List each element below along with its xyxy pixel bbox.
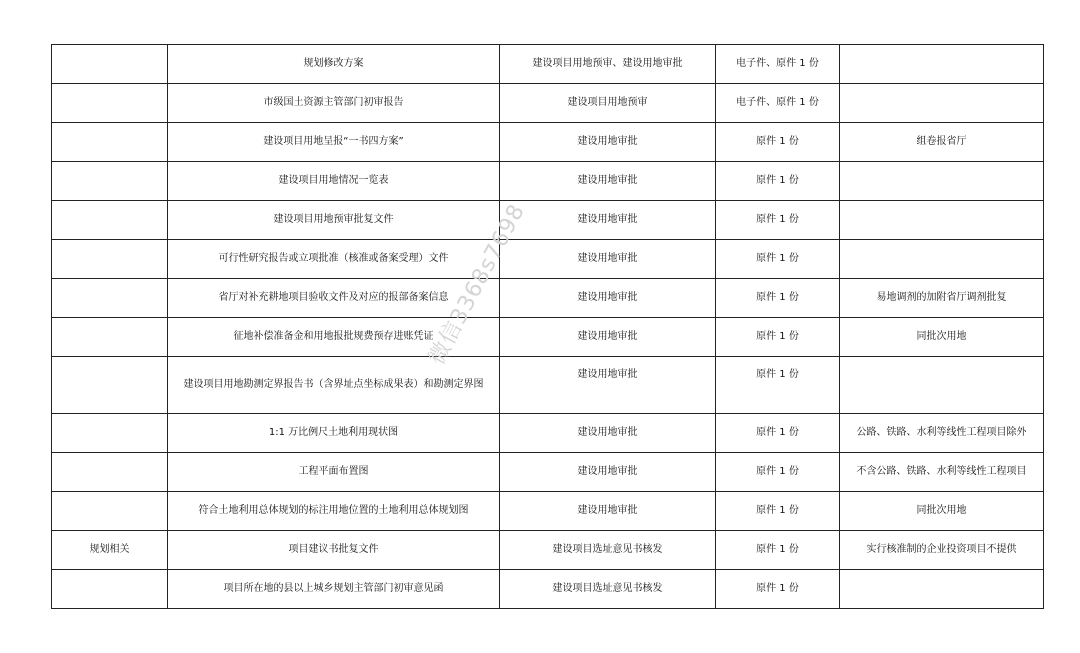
form-cell: 原件 1 份 — [716, 357, 840, 414]
category-cell — [52, 279, 168, 318]
material-cell: 市级国土资源主管部门初审报告 — [168, 84, 500, 123]
stage-cell: 建设用地审批 — [500, 201, 716, 240]
category-cell: 规划相关 — [52, 531, 168, 570]
stage-cell: 建设用地审批 — [500, 240, 716, 279]
note-cell — [840, 84, 1044, 123]
note-cell — [840, 357, 1044, 414]
material-cell: 可行性研究报告或立项批准（核准或备案受理）文件 — [168, 240, 500, 279]
form-cell: 原件 1 份 — [716, 201, 840, 240]
table-row — [52, 123, 1044, 162]
stage-cell: 建设项目用地预审、建设用地审批 — [500, 45, 716, 84]
table-row — [52, 240, 1044, 279]
material-cell: 1:1 万比例尺土地利用现状图 — [168, 414, 500, 453]
material-cell: 符合土地利用总体规划的标注用地位置的土地利用总体规划图 — [168, 492, 500, 531]
category-cell — [52, 453, 168, 492]
materials-table — [51, 44, 1044, 609]
category-cell — [52, 414, 168, 453]
category-cell — [52, 357, 168, 414]
stage-cell: 建设用地审批 — [500, 357, 716, 414]
table-row — [52, 357, 1044, 414]
category-cell — [52, 318, 168, 357]
material-cell: 项目建议书批复文件 — [168, 531, 500, 570]
category-cell — [52, 201, 168, 240]
table-body — [52, 45, 1044, 609]
material-cell: 建设项目用地呈报“一书四方案” — [168, 123, 500, 162]
category-cell — [52, 570, 168, 609]
note-cell: 公路、铁路、水利等线性工程项目除外 — [840, 414, 1044, 453]
category-cell — [52, 492, 168, 531]
table-row — [52, 279, 1044, 318]
table-row — [52, 570, 1044, 609]
note-cell — [840, 570, 1044, 609]
stage-cell: 建设用地审批 — [500, 123, 716, 162]
note-cell: 同批次用地 — [840, 492, 1044, 531]
form-cell: 原件 1 份 — [716, 492, 840, 531]
category-cell — [52, 45, 168, 84]
material-cell: 建设项目用地情况一览表 — [168, 162, 500, 201]
note-cell: 实行核准制的企业投资项目不提供 — [840, 531, 1044, 570]
material-cell: 征地补偿准备金和用地报批规费预存进账凭证 — [168, 318, 500, 357]
form-cell: 原件 1 份 — [716, 123, 840, 162]
material-cell: 建设项目用地勘测定界报告书（含界址点坐标成果表）和勘测定界图 — [168, 357, 500, 414]
table-row — [52, 453, 1044, 492]
form-cell: 原件 1 份 — [716, 414, 840, 453]
form-cell: 原件 1 份 — [716, 318, 840, 357]
table-row — [52, 531, 1044, 570]
note-cell: 组卷报省厅 — [840, 123, 1044, 162]
stage-cell: 建设用地审批 — [500, 492, 716, 531]
stage-cell: 建设用地审批 — [500, 279, 716, 318]
form-cell: 原件 1 份 — [716, 453, 840, 492]
note-cell — [840, 201, 1044, 240]
stage-cell: 建设用地审批 — [500, 162, 716, 201]
table-row — [52, 84, 1044, 123]
material-cell: 项目所在地的县以上城乡规划主管部门初审意见函 — [168, 570, 500, 609]
material-cell: 建设项目用地预审批复文件 — [168, 201, 500, 240]
form-cell: 原件 1 份 — [716, 279, 840, 318]
form-cell: 原件 1 份 — [716, 570, 840, 609]
table-row — [52, 318, 1044, 357]
stage-cell: 建设项目选址意见书核发 — [500, 570, 716, 609]
stage-cell: 建设用地审批 — [500, 453, 716, 492]
table-row — [52, 414, 1044, 453]
material-cell: 规划修改方案 — [168, 45, 500, 84]
form-cell: 电子件、原件 1 份 — [716, 45, 840, 84]
note-cell: 易地调剂的加附省厅调剂批复 — [840, 279, 1044, 318]
form-cell: 原件 1 份 — [716, 531, 840, 570]
table-row — [52, 492, 1044, 531]
stage-cell: 建设项目用地预审 — [500, 84, 716, 123]
form-cell: 电子件、原件 1 份 — [716, 84, 840, 123]
stage-cell: 建设项目选址意见书核发 — [500, 531, 716, 570]
table-row — [52, 45, 1044, 84]
note-cell — [840, 162, 1044, 201]
form-cell: 原件 1 份 — [716, 240, 840, 279]
category-cell — [52, 123, 168, 162]
watermark: 微信3368s7698 — [424, 199, 531, 370]
note-cell — [840, 45, 1044, 84]
category-cell — [52, 84, 168, 123]
note-cell — [840, 240, 1044, 279]
stage-cell: 建设用地审批 — [500, 414, 716, 453]
category-cell — [52, 240, 168, 279]
table-row — [52, 162, 1044, 201]
form-cell: 原件 1 份 — [716, 162, 840, 201]
stage-cell: 建设用地审批 — [500, 318, 716, 357]
category-cell — [52, 162, 168, 201]
table-row — [52, 201, 1044, 240]
note-cell: 同批次用地 — [840, 318, 1044, 357]
note-cell: 不含公路、铁路、水利等线性工程项目 — [840, 453, 1044, 492]
material-cell: 省厅对补充耕地项目验收文件及对应的报部备案信息 — [168, 279, 500, 318]
material-cell: 工程平面布置图 — [168, 453, 500, 492]
